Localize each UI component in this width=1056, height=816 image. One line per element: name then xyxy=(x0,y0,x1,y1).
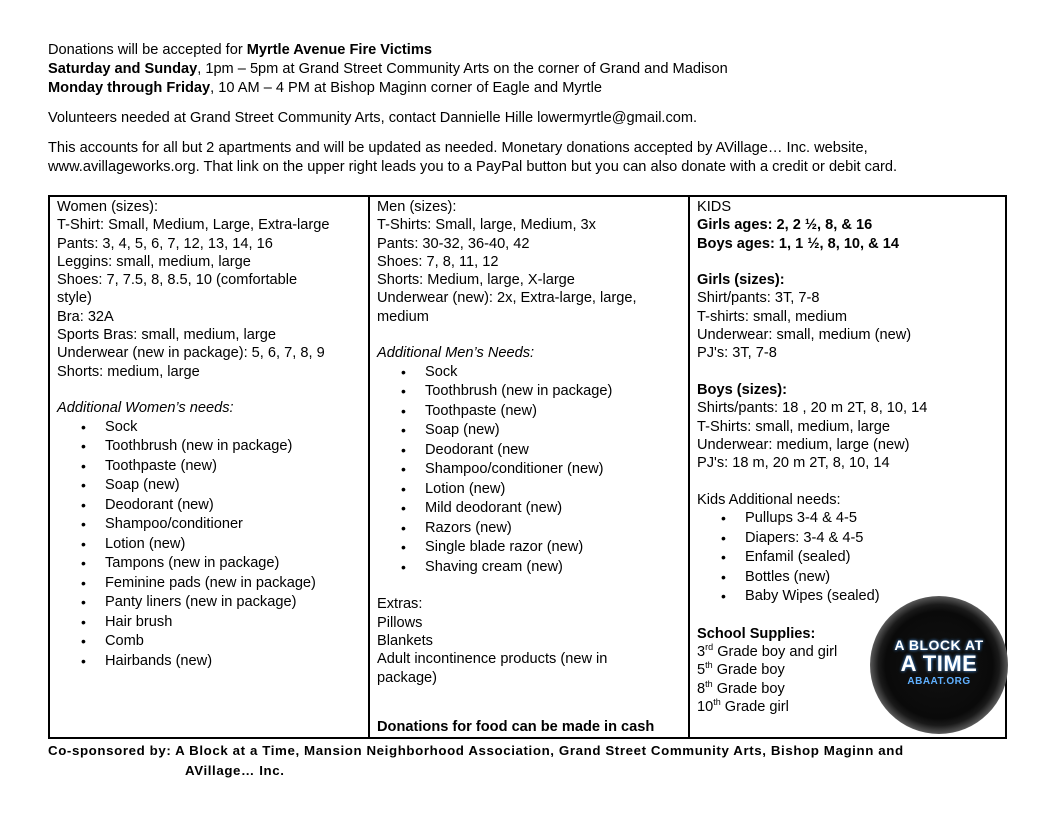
men-need-item: • Soap (new) xyxy=(377,421,682,441)
kids-need-item: • Diapers: 3-4 & 4-5 xyxy=(697,529,999,549)
extras-line: Blankets xyxy=(377,633,433,650)
boys-size-line: Shirts/pants: 18 , 20 m 2T, 8, 10, 14 xyxy=(697,400,928,417)
women-size-line: Underwear (new in package): 5, 6, 7, 8, 9 xyxy=(57,345,325,362)
women-title: Women (sizes): xyxy=(57,199,159,215)
donation-table xyxy=(48,195,1007,739)
girls-size-line: PJ's: 3T, 7-8 xyxy=(697,345,777,362)
men-size-line: Shoes: 7, 8, 11, 12 xyxy=(377,253,499,270)
header-line-3: Monday through Friday, 10 AM – 4 PM at Bishop Maginn corner of Eagle and Myrtle xyxy=(48,80,602,96)
accounts-text-2: www.avillageworks.org. That link on the upper right leads you to a PayPal button but you can also donate with a credit or debit card. xyxy=(48,159,898,175)
school-supply-line: 8th Grade boy xyxy=(697,678,785,697)
women-need-item: • Panty liners (new in package) xyxy=(57,593,362,613)
men-need-item: • Sock xyxy=(377,363,682,383)
kids-title: KIDS xyxy=(697,199,732,215)
a-block-at-a-time-logo xyxy=(870,596,1008,734)
logo-text-1: A BLOCK AT xyxy=(894,637,984,653)
men-need-item: • Shampoo/conditioner (new) xyxy=(377,460,682,480)
school-supply-line: 5th Grade boy xyxy=(697,660,785,679)
girls-size-line: T-shirts: small, medium xyxy=(697,308,848,325)
women-size-line: Sports Bras: small, medium, large xyxy=(57,327,276,344)
men-need-item: • Lotion (new) xyxy=(377,480,682,500)
men-needs-list xyxy=(377,363,682,578)
women-need-item: • Deodorant (new) xyxy=(57,496,362,516)
school-supplies-title: School Supplies: xyxy=(697,625,816,642)
women-column xyxy=(50,197,370,737)
men-need-item: • Single blade razor (new) xyxy=(377,538,682,558)
women-size-line: style) xyxy=(57,290,92,307)
boys-ages: Boys ages: 1, 1 ½, 8, 10, & 14 xyxy=(697,235,899,252)
logo-text-3: ABAAT.ORG xyxy=(907,676,971,687)
header-line-2: Saturday and Sunday, 1pm – 5pm at Grand Street Community Arts on the corner of Grand and Madison xyxy=(48,61,728,77)
women-size-line: Pants: 3, 4, 5, 6, 7, 12, 13, 14, 16 xyxy=(57,235,273,252)
girls-size-line: Underwear: small, medium (new) xyxy=(697,327,912,344)
women-need-item: • Hairbands (new) xyxy=(57,652,362,672)
volunteers-text: Volunteers needed at Grand Street Community Arts, contact Dannielle Hille lowermyrtle@gmail.com. xyxy=(48,110,698,126)
logo-text-2: A TIME xyxy=(900,651,978,676)
kids-need-item: • Enfamil (sealed) xyxy=(697,548,999,568)
extras-line: Pillows xyxy=(377,614,423,631)
food-donation-note: Donations for food can be made in cash xyxy=(377,719,655,735)
women-size-line: T-Shirt: Small, Medium, Large, Extra-large xyxy=(57,217,330,234)
header-line-1: Donations will be accepted for Myrtle Avenue Fire Victims xyxy=(48,42,432,58)
women-size-line: Bra: 32A xyxy=(57,308,114,325)
extras-line: package) xyxy=(377,669,438,686)
women-need-item: • Hair brush xyxy=(57,613,362,633)
men-size-line: Pants: 30-32, 36-40, 42 xyxy=(377,235,530,252)
women-size-line: Leggins: small, medium, large xyxy=(57,253,251,270)
header xyxy=(48,41,1008,177)
footer-line-1: Co-sponsored by: A Block at a Time, Mansion Neighborhood Association, Grand Street Community Arts, Bishop Maginn and xyxy=(48,743,904,758)
boys-size-line: Underwear: medium, large (new) xyxy=(697,436,910,453)
men-need-item: • Razors (new) xyxy=(377,519,682,539)
men-need-item: • Mild deodorant (new) xyxy=(377,499,682,519)
girls-sizes-title: Girls (sizes): xyxy=(697,272,785,289)
women-need-item: • Toothbrush (new in package) xyxy=(57,437,362,457)
men-need-item: • Deodorant (new xyxy=(377,441,682,461)
men-column xyxy=(370,197,690,737)
school-supply-line: 10th Grade girl xyxy=(697,697,789,716)
kids-needs-title: Kids Additional needs: xyxy=(697,491,841,508)
women-need-item: • Toothpaste (new) xyxy=(57,457,362,477)
extras-line: Adult incontinence products (new in xyxy=(377,651,608,668)
women-needs-title: Additional Women’s needs: xyxy=(57,400,234,417)
men-need-item: • Toothbrush (new in package) xyxy=(377,382,682,402)
women-need-item: • Tampons (new in package) xyxy=(57,554,362,574)
women-need-item: • Comb xyxy=(57,632,362,652)
men-size-line: T-Shirts: Small, large, Medium, 3x xyxy=(377,217,596,234)
men-size-line: medium xyxy=(377,308,429,325)
footer-line-2: AVillage… Inc. xyxy=(185,763,285,778)
kids-needs-list xyxy=(697,509,999,607)
girls-size-line: Shirt/pants: 3T, 7-8 xyxy=(697,290,820,307)
men-needs-title: Additional Men’s Needs: xyxy=(377,345,535,362)
women-need-item: • Feminine pads (new in package) xyxy=(57,574,362,594)
footer xyxy=(48,741,1008,781)
kids-need-item: • Bottles (new) xyxy=(697,568,999,588)
men-size-line: Underwear (new): 2x, Extra-large, large, xyxy=(377,290,637,307)
women-need-item: • Soap (new) xyxy=(57,476,362,496)
men-need-item: • Shaving cream (new) xyxy=(377,558,682,578)
women-needs-list xyxy=(57,418,362,672)
women-need-item: • Shampoo/conditioner xyxy=(57,515,362,535)
boys-size-line: T-Shirts: small, medium, large xyxy=(697,418,891,435)
women-need-item: • Lotion (new) xyxy=(57,535,362,555)
men-need-item: • Toothpaste (new) xyxy=(377,402,682,422)
men-title: Men (sizes): xyxy=(377,199,457,215)
women-size-line: Shorts: medium, large xyxy=(57,363,200,380)
school-supply-line: 3rd Grade boy and girl xyxy=(697,642,838,661)
women-need-item: • Sock xyxy=(57,418,362,438)
kids-need-item: • Baby Wipes (sealed) xyxy=(697,587,999,607)
boys-sizes-title: Boys (sizes): xyxy=(697,381,788,398)
girls-ages: Girls ages: 2, 2 ½, 8, & 16 xyxy=(697,217,873,234)
women-size-line: Shoes: 7, 7.5, 8, 8.5, 10 (comfortable xyxy=(57,272,298,289)
accounts-text-1: This accounts for all but 2 apartments and will be updated as needed. Monetary donations accepted by AVillage… Inc. website, xyxy=(48,140,868,156)
men-size-line: Shorts: Medium, large, X-large xyxy=(377,272,575,289)
extras-title: Extras: xyxy=(377,596,423,613)
kids-need-item: • Pullups 3-4 & 4-5 xyxy=(697,509,999,529)
boys-size-line: PJ's: 18 m, 20 m 2T, 8, 10, 14 xyxy=(697,455,890,472)
